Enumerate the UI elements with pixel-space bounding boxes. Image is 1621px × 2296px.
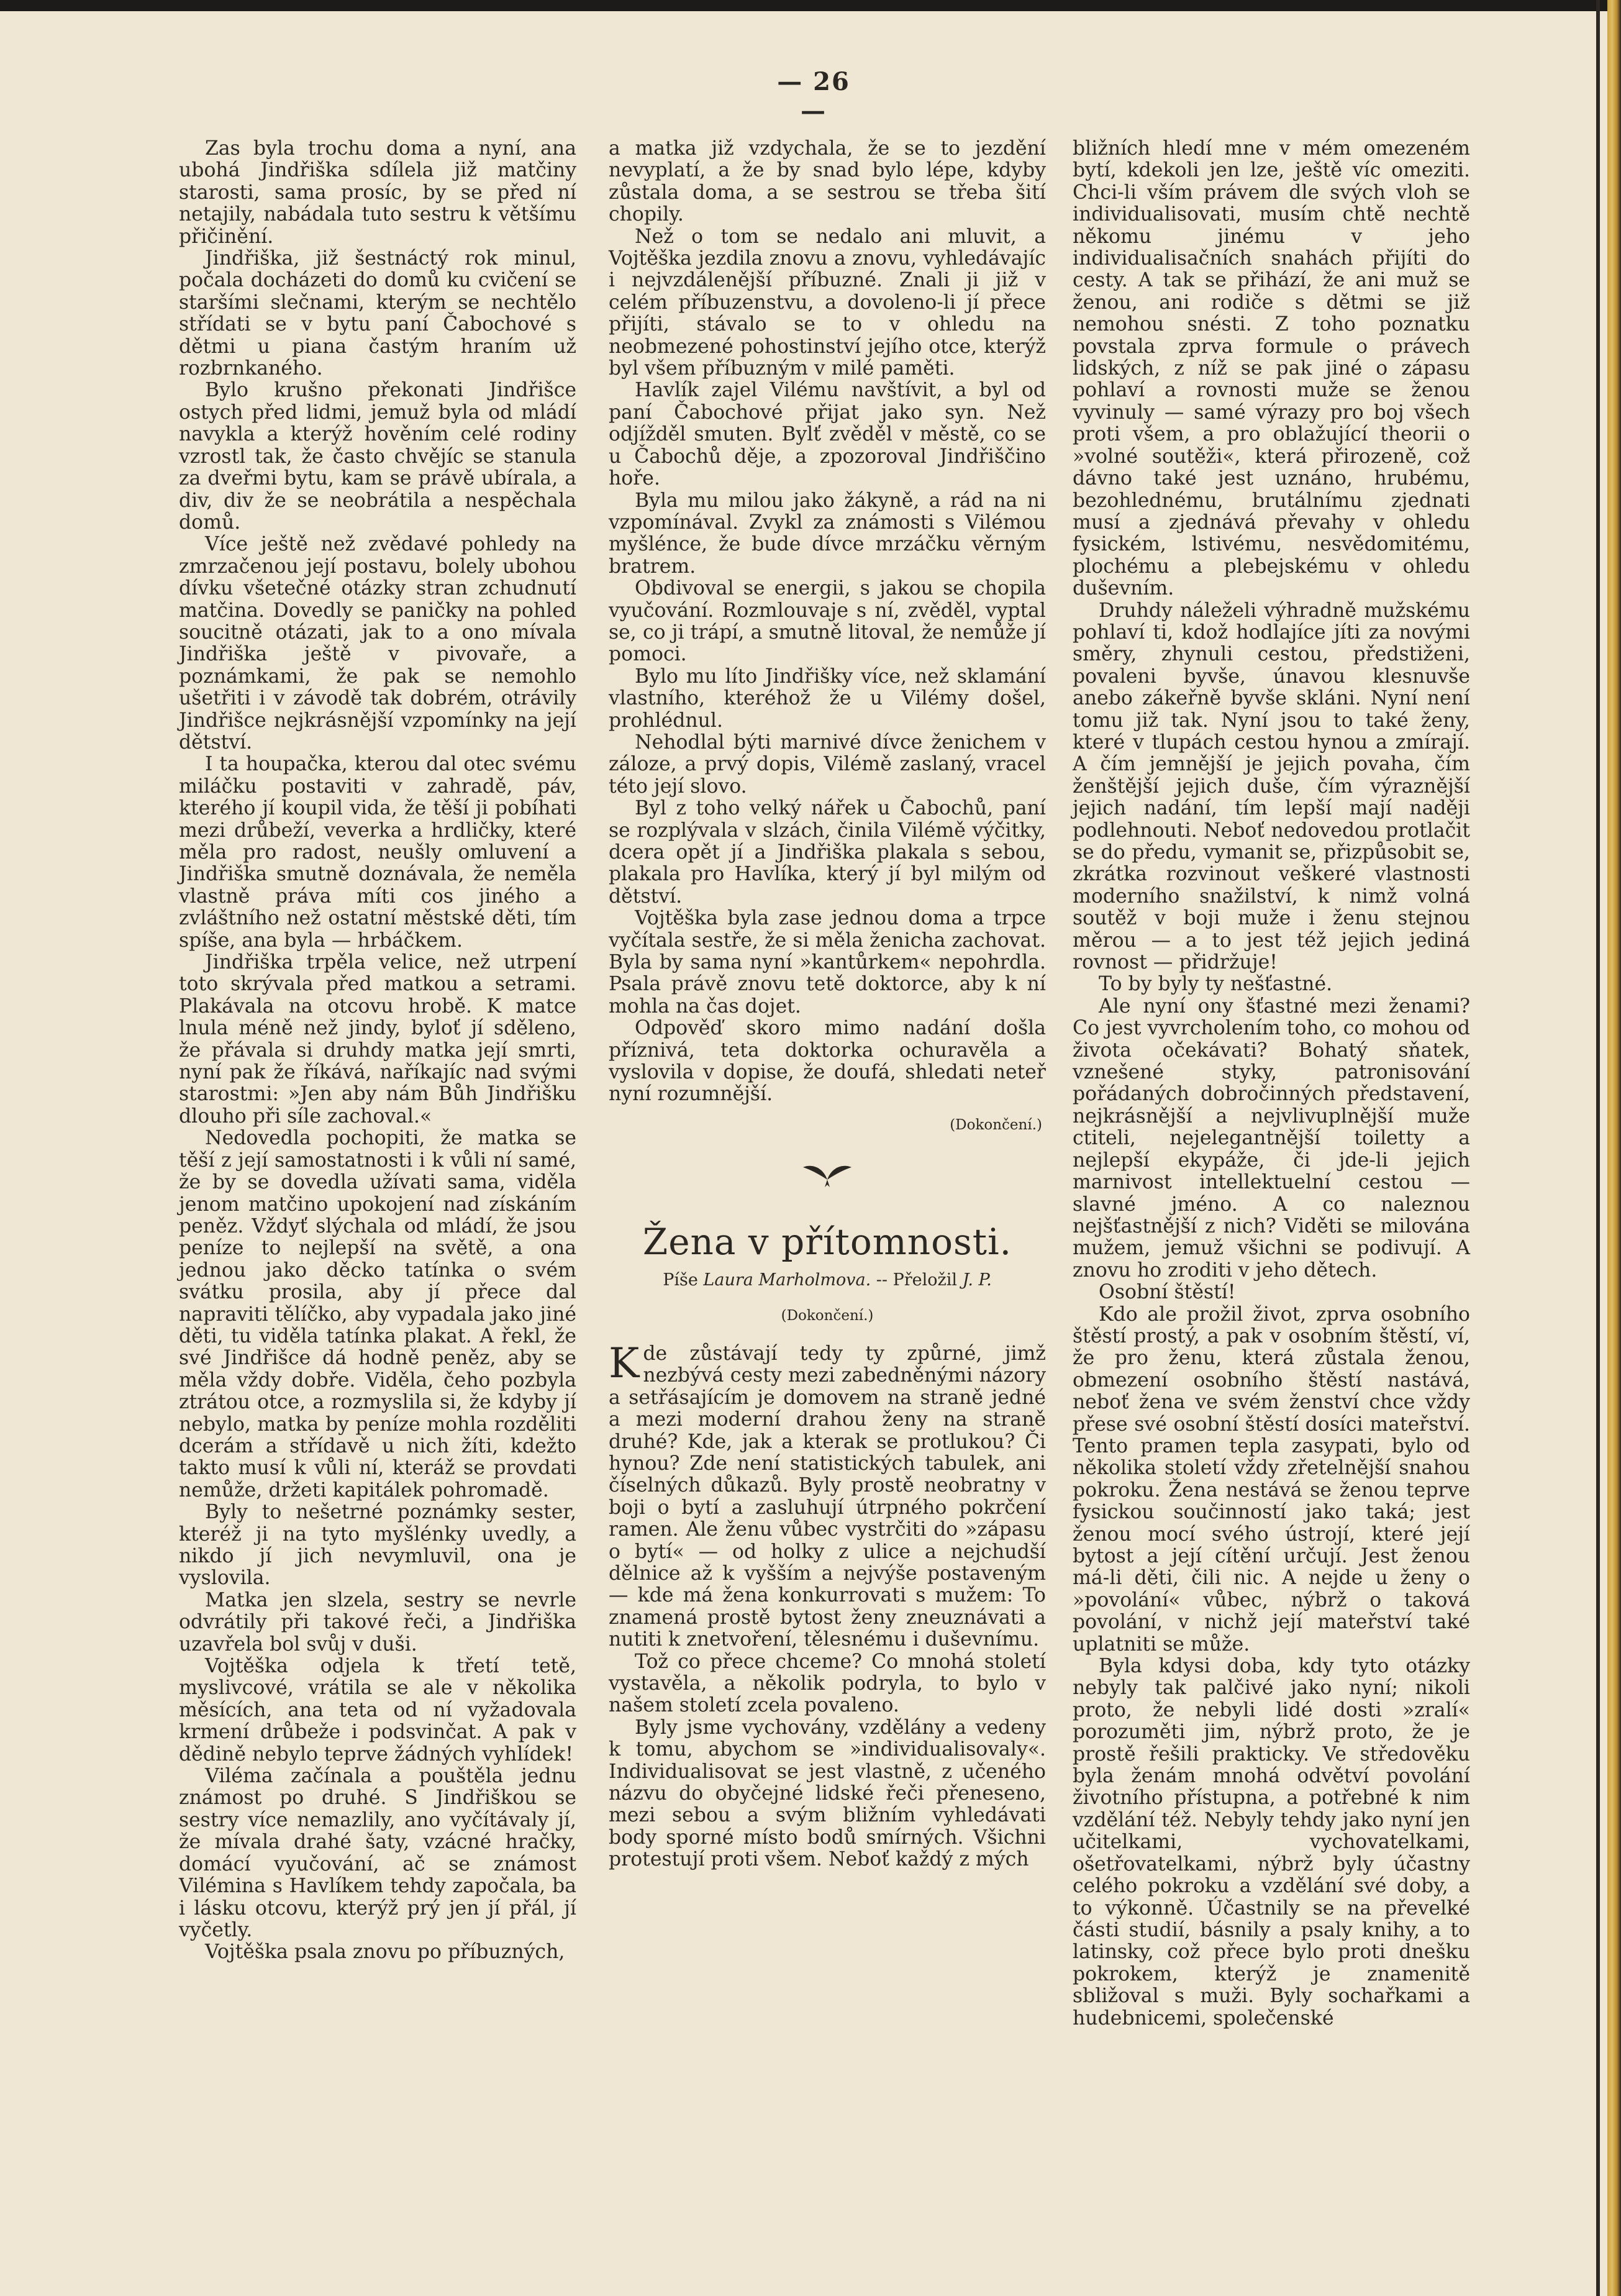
paragraph: Jindřiška trpěla velice, než utrpení toto skrývala před matkou a setrami. Plakávala na otcovu hrobě. K matce lnula méně než jindy, byloť jí sděleno, že přávala si druhdy matka její smrti, nyní pak že říkává, naříkajíc nad svými starostmi: »Jen aby nám Bůh Jindřišku dlouho při síle zachoval.« xyxy=(179,951,576,1128)
story-continuation-note: (Dokončení.) xyxy=(950,1116,1042,1133)
paragraph: Byla kdysi doba, kdy tyto otázky nebyly tak palčivé jako nyní; nikoli proto, že nebyli lidé dosti »zralí« porozuměti jim, nýbrž proto, že je prostě řešili prakticky. Ve středověku byla ženám mnohá odvětví povolání životního přístupna, a potřebné k nim vzdělání též. Nebyly tehdy jako nyní jen učitelkami, vychovatelkami, ošetřovatelkami, nýbrž byly účastny celého pokroku a vzdělání své doby, a to výkonně. Účastnily se na převelké části studií, básnily a psaly knihy, a to latinsky, což přece bylo proti dnešku pokrokem, kterýž je znamenitě sbližoval s muži. Byly sochařkami a hudebnicemi, společenské xyxy=(1073,1655,1470,2030)
paragraph: Odpověď skoro mimo nadání došla příznivá, teta doktorka ochuravěla a vyslovila v dopise, že doufá, shledati neteř nyní rozumnější. xyxy=(609,1017,1046,1106)
paragraph: Vojtěška byla zase jednou doma a trpce vyčítala sestře, že si měla ženicha zachovat. Byla by sama nyní »kantůrkem« nepohrdla. Psala právě znovu tetě doktorce, aby k ní mohla na čas dojet. xyxy=(609,907,1046,1018)
paragraph xyxy=(609,1339,1046,1651)
page-number: — 26 — xyxy=(777,67,850,125)
translator-name: J. P. xyxy=(962,1270,992,1290)
first-paragraph-text: de zůstávají tedy ty způrné, jimž nezbývá cesty mezi zabedněnými názory a setřásajícím je domovem na straně jedné a mezi moderní drahou ženy na straně druhé? Kde, jak a kterak se protlukou? Či hynou? Zde není statistických tabulek, ani číselných důkazů. Byly prostě neobratny v boji o bytí a zasluhují útrpného pokrčení ramen. Ale ženu vůbec vystrčiti do »zápasu o bytí« — od holky z ulice a nejchudší dělnice až k vyšším a nejvýše postaveným — kde má žena konkurrovati s mužem: To znamená prostě bytost ženy zneuznávati a nutiti k znetvoření, tělesnému i duševnímu. xyxy=(609,1342,1046,1651)
article-title: Žena v přítomnosti. xyxy=(642,1220,1012,1263)
paragraph: To by byly ty nešťastné. xyxy=(1099,973,1333,996)
paragraph: Vojtěška odjela k třetí tetě, myslivcové, vrátila se ale v několika měsících, ana teta od ní vyžadovala krmení drůbeže i podsvinčat. A pak v dědině nebylo teprve žádných vyhlídek! xyxy=(179,1655,576,1765)
paragraph: Viléma začínala a pouštěla jednu známost po druhé. S Jindřiškou se sestry více nemazlily, ano vyčítávaly jí, že mívala drahé šaty, vzácné hračky, domácí vyučování, ač se známost Vilémina s Havlíkem tehdy započala, ba i lásku otcovu, kterýž prý jen jí přál, jí vyčetly. xyxy=(179,1765,576,1941)
paragraph: Jindřiška, již šestnáctý rok minul, počala docházeti do domů ku cvičení se staršími slečnami, kterým se nechtělo střídati se v bytu paní Čabochové s dětmi u piana častým hraním už rozbrnkaného. xyxy=(179,247,576,380)
paragraph: Byly jsme vychovány, vzdělány a vedeny k tomu, abychom se »individualisovaly«. Individualisovat se jest vlastně, z učeného názvu do obyčejné lidské řeči přeneseno, mezi sebou a svým bližním vyhledávati body sporné místo bodů smírných. Všichni protestují proti všem. Neboť každý z mých xyxy=(609,1716,1046,1871)
top-border xyxy=(0,0,1621,11)
column-3 xyxy=(1073,138,1470,2030)
author-name: Laura Marholmova. xyxy=(703,1270,871,1290)
paragraph: Byly to nešetrné poznámky sester, kteréž ji na tyto myšlénky uvedly, a nikdo jí jich nevymluvil, ona je vyslovila. xyxy=(179,1501,576,1590)
translator-prefix: -- Přeložil xyxy=(876,1270,958,1290)
paragraph: Kdo ale prožil život, zprva osobního štěstí prostý, a pak v osobním štěstí, ví, že pro ženu, která zůstala ženou, obmezení osobního štěstí nastává, neboť žena ve svém ženství chce vždy přese své osobní štěstí dosíci mateřství. Tento pramen tepla zasypati, bylo od několika století vždy zřetelnější snahou pokroku. Žena nestává se ženou teprve fysickou součinností jako taká; jest ženou mocí svého ústrojí, které její bytost a její cítění určují. Jest ženou má-li děti, čili nic. A nejde u ženy o »povolání« vůbec, nýbrž o taková povolání, v nichž její mateřství také uplatniti se může. xyxy=(1073,1303,1470,1656)
paragraph: Nedovedla pochopiti, že matka se těší z její samostatnosti i k vůli ní samé, že by se dovedla užívati sama, viděla jenom matčino upokojení nad získáním peněz. Vždyť slýchala od mládí, že jsou peníze to nejlepší na světě, a ona jednou jako děcko tatínka o svém svátku prosila, aby jí přece dal napraviti tělíčko, aby vypadala jako jiné děti, tu viděla tatínka plakat. A řekl, že své Jindřišce dá hodně peněz, aby se měla vždy dobře. Viděla, čeho pozbyla ztrátou otce, a rozmyslila si, že kdyby jí nebylo, matka by peníze mohla rozděliti dcerám a střídavě u nich žíti, kdežto takto musí k vůli ní, kteráž se provdati nemůže, držeti kapitálek pohromadě. xyxy=(179,1127,576,1501)
paragraph: bližních hledí mne v mém omezeném bytí, kdekoli jen lze, ještě víc omeziti. Chci-li vším právem dle svých vloh se individualisovati, musím chtě nechtě někomu jinému v jeho individualisačních snahách přijíti do cesty. A tak se přihází, že ani muž se ženou, ani rodiče s dětmi se již nemohou snésti. Z toho poznatku povstala zprva formule o právech lidských, z níž se pak jiné o zápasu pohlaví a rovnosti muže se ženou vyvinuly — samé výrazy pro boj všech proti všem, a pro oblažující theorii o »volné soutěži«, která přirozeně, což dávno také jest uznáno, hrubému, bezohlednému, brutálnímu zjednati musí a zjednává převahy v ohledu fysickém, lstivému, nesvědomitému, plochému a plebejskému v ohledu duševním. xyxy=(1073,137,1470,600)
paragraph: Byl z toho velký nářek u Čabochů, paní se rozplývala v slzách, činila Vilémě výčitky, dcera opět jí a Jindřiška plakala s sebou, plakala pro Havlíka, který jí byl milým od dětství. xyxy=(609,797,1046,908)
paragraph: Více ještě než zvědavé pohledy na zmrzačenou její postavu, bolely ubohou dívku všetečné otázky stran zchudnutí matčina. Dovedly se paničky na pohled soucitně otázati, jak to a ono mívala Jindřiška ještě v pivovaře, a poznámkami, že pak se nemohlo ušetřiti i v závodě tak dobrém, otrávily Jindřišce nejkrásnější vzpomínky na její dětství. xyxy=(179,533,576,754)
paragraph: a matka již vzdychala, že se to jezdění nevyplatí, a že by snad bylo lépe, kdyby zůstala doma, a se sestrou se třeba šití chopily. xyxy=(609,137,1046,226)
column-2 xyxy=(609,138,1046,1871)
paragraph: Matka jen slzela, sestry se nevrle odvrátily při takové řeči, a Jindřiška uzavřela bol svůj v duši. xyxy=(179,1588,576,1656)
column-1 xyxy=(179,138,576,1964)
article-byline xyxy=(609,1269,1046,1291)
paragraph: Byla mu milou jako žákyně, a rád na ni vzpomínával. Zvykl za známosti s Vilémou myšlénce, že bude dívce mrzáčku věrným bratrem. xyxy=(609,489,1046,578)
paragraph: Ale nyní ony šťastné mezi ženami? Co jest vyvrcholením toho, co mohou od života očekávati? Bohatý sňatek, vznešené styky, patronisování pořádaných dobročinných představení, nejkrásnější a nejvlivuplnější muže ctiteli, nejelegantnější toiletty a nejlepší ekypáže, či jde-li jejich marnivost intellektuelní cestou — slavné jméno. A co naleznou nejšťastnější z nich? Viděti se milována mužem, jemuž všichni se podivují. A znovu ho zroditi v jeho dětech. xyxy=(1073,995,1470,1282)
paragraph: Osobní štěstí! xyxy=(1099,1281,1236,1304)
drop-cap: K xyxy=(609,1339,640,1387)
ornament-divider xyxy=(609,1161,1046,1193)
paragraph: I ta houpačka, kterou dal otec svému miláčku postaviti v zahradě, páv, kterého jí koupil vida, že těší ji pobíhati mezi drůbeží, veverka a hrdličky, které měla pro radost, neušly omluvení a Jindřiška smutně doznávala, že neměla vlastně práva míti cos jiného a zvláštního než ostatní městské děti, tím spíše, ana byla — hrbáčkem. xyxy=(179,753,576,952)
paragraph: Vojtěška psala znovu po příbuzných, xyxy=(205,1941,565,1964)
article-continuation-note: (Dokončení.) xyxy=(781,1307,874,1324)
byline-prefix: Píše xyxy=(663,1270,698,1290)
paragraph: Druhdy náleželi výhradně mužskému pohlaví ti, kdož hodlajíce jíti za novými směry, zhynuli cestou, předstiženi, povaleni byvše, únavou klesnuvše anebo zákeřně byvše skláni. Nyní není tomu již tak. Nyní jsou to také ženy, které v tlupách cestou hynou a zmírají. A čím jemnější je jejich povaha, čím ženštější jejich duše, čím výraznější jejich nadání, tím lepší mají naději podlehnouti. Neboť nedovedou protlačit se do předu, vymanit se, přizpůsobit se, zkrátka rozvinout veškeré vlastnosti moderního snažilství, k nimž volná soutěž v boji muže i ženu stejnou měrou — a to jest též jejich jediná rovnost — přidržuje! xyxy=(1073,599,1470,974)
paragraph: Nehodlal býti marnivé dívce ženichem v záloze, a prvý dopis, Vilémě zaslaný, vracel této její slovo. xyxy=(609,731,1046,798)
page-edge xyxy=(1607,0,1621,2296)
binding-line xyxy=(1596,0,1600,2296)
ornament-icon xyxy=(799,1161,855,1188)
paragraph: Bylo mu líto Jindřišky více, než sklamání vlastního, kteréhož že u Vilémy došel, prohlédnul. xyxy=(609,665,1046,732)
paragraph: Než o tom se nedalo ani mluvit, a Vojtěška jezdila znovu a znovu, vyhledávajíc i nejvzdálenější příbuzné. Znali ji již v celém příbuzenstvu, a dovoleno-li jí přece přijíti, stávalo se to v ohledu na neobmezené pohostinství jejího otce, kterýž byl všem příbuzným v milé paměti. xyxy=(609,225,1046,380)
paragraph: Tož co přece chceme? Co mnohá století vystavěla, a několik podryla, to bylo v našem století zcela povaleno. xyxy=(609,1650,1046,1717)
paragraph: Havlík zajel Vilému navštívit, a byl od paní Čabochové přijat jako syn. Než odjížděl smuten. Bylť zvěděl v městě, co se u Čabochů děje, a zpozoroval Jindřiščino hoře. xyxy=(609,379,1046,490)
paragraph: Zas byla trochu doma a nyní, ana ubohá Jindřiška sdílela již matčiny starosti, sama prosíc, by se před ní netajily, nabádala tuto sestru k většímu přičinění. xyxy=(179,137,576,248)
paragraph: Bylo krušno překonati Jindřišce ostych před lidmi, jemuž byla od mládí navykla a kterýž hověním celé rodiny vzrostl tak, že často chvějíc se stanula za dveřmi bytu, kam se právě ubírala, a div, div že se neobrátila a nespěchala domů. xyxy=(179,379,576,534)
paragraph: Obdivoval se energii, s jakou se chopila vyučování. Rozmlouvaje s ní, zvěděl, vyptal se, co ji trápí, a smutně litoval, že nemůže jí pomoci. xyxy=(609,577,1046,666)
